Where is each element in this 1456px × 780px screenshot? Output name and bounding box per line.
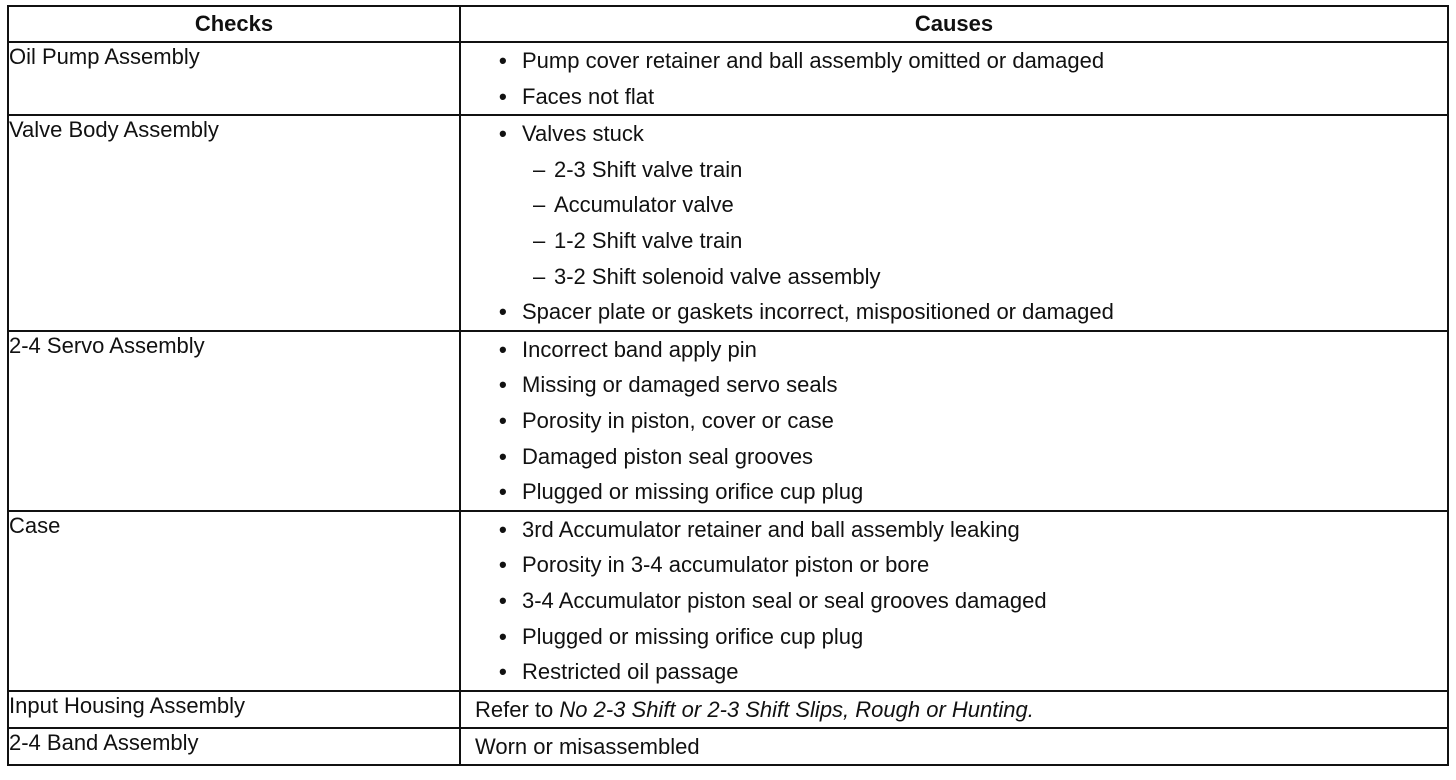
cause-text: Incorrect band apply pin xyxy=(522,336,757,362)
header-causes: Causes xyxy=(460,6,1448,42)
table-row xyxy=(8,331,1448,511)
bullet-icon: • xyxy=(499,479,507,505)
bullet-icon: • xyxy=(499,83,507,109)
cause-text: Porosity in 3-4 accumulator piston or bore xyxy=(522,552,930,578)
list-item xyxy=(461,294,1447,330)
sub-list-item xyxy=(461,259,1447,295)
table-row xyxy=(8,42,1448,115)
list-item xyxy=(461,367,1447,403)
table-row xyxy=(8,511,1448,691)
table-row xyxy=(8,691,1448,728)
check-cell: Input Housing Assembly xyxy=(8,691,460,728)
list-item xyxy=(461,43,1447,79)
cause-text: Plugged or missing orifice cup plug xyxy=(522,623,864,649)
causes-list xyxy=(461,43,1447,114)
bullet-icon: • xyxy=(499,48,507,73)
causes-cell xyxy=(460,691,1448,728)
bullet-icon: • xyxy=(499,121,507,147)
check-cell: 2-4 Servo Assembly xyxy=(8,331,460,511)
list-item xyxy=(461,619,1447,655)
check-cell: 2-4 Band Assembly xyxy=(8,728,460,765)
dash-icon: – xyxy=(533,192,546,218)
cause-text: 3rd Accumulator retainer and ball assembly leaking xyxy=(522,516,1020,542)
bullet-icon: • xyxy=(499,336,507,362)
bullet-icon: • xyxy=(499,516,507,542)
dash-icon: – xyxy=(533,156,546,182)
cause-text: Pump cover retainer and ball assembly omitted or damaged xyxy=(522,48,1105,73)
cause-text: Spacer plate or gaskets incorrect, mispositioned or damaged xyxy=(522,299,1114,325)
table-row xyxy=(8,115,1448,331)
causes-list xyxy=(461,512,1447,690)
list-item xyxy=(461,583,1447,619)
header-row xyxy=(8,6,1448,42)
cause-text: 3-2 Shift solenoid valve assembly xyxy=(554,263,881,289)
causes-cell xyxy=(460,511,1448,691)
cause-text: 2-3 Shift valve train xyxy=(554,156,743,182)
cause-prefix: Refer to xyxy=(475,696,560,722)
sub-list-item xyxy=(461,152,1447,188)
cause-text: 1-2 Shift valve train xyxy=(554,227,743,253)
causes-cell xyxy=(460,331,1448,511)
list-item xyxy=(461,79,1447,115)
cause-text: 3-4 Accumulator piston seal or seal grooves damaged xyxy=(522,587,1047,613)
bullet-icon: • xyxy=(499,407,507,433)
causes-list xyxy=(461,332,1447,510)
causes-cell xyxy=(460,115,1448,331)
cause-text: Faces not flat xyxy=(522,83,655,109)
list-item xyxy=(461,547,1447,583)
dash-icon: – xyxy=(533,263,546,289)
causes-cell: Worn or misassembled xyxy=(460,728,1448,765)
cause-text: Restricted oil passage xyxy=(522,659,739,685)
cause-text: Valves stuck xyxy=(522,121,644,147)
bullet-icon: • xyxy=(499,623,507,649)
cause-text: Missing or damaged servo seals xyxy=(522,372,838,398)
diagnosis-table xyxy=(7,5,1449,766)
bullet-icon: • xyxy=(499,372,507,398)
bullet-icon: • xyxy=(499,299,507,325)
bullet-icon: • xyxy=(499,443,507,469)
cause-text: Accumulator valve xyxy=(554,192,734,218)
table-row xyxy=(8,728,1448,765)
bullet-icon: • xyxy=(499,587,507,613)
causes-cell xyxy=(460,42,1448,115)
list-item xyxy=(461,439,1447,475)
list-item xyxy=(461,654,1447,690)
sub-list-item xyxy=(461,223,1447,259)
list-item xyxy=(461,403,1447,439)
cause-text: Porosity in piston, cover or case xyxy=(522,407,834,433)
header-checks: Checks xyxy=(8,6,460,42)
cause-reference: No 2-3 Shift or 2-3 Shift Slips, Rough or Hunting. xyxy=(559,696,1034,722)
bullet-icon: • xyxy=(499,659,507,685)
bullet-icon: • xyxy=(499,552,507,578)
list-item xyxy=(461,512,1447,548)
cause-text: Plugged or missing orifice cup plug xyxy=(522,479,864,505)
list-item xyxy=(461,116,1447,152)
sub-list-item xyxy=(461,187,1447,223)
check-cell: Case xyxy=(8,511,460,691)
list-item xyxy=(461,474,1447,510)
check-cell: Valve Body Assembly xyxy=(8,115,460,331)
check-cell: Oil Pump Assembly xyxy=(8,42,460,115)
dash-icon: – xyxy=(533,227,546,253)
list-item xyxy=(461,332,1447,368)
causes-list xyxy=(461,116,1447,330)
cause-text: Damaged piston seal grooves xyxy=(522,443,814,469)
